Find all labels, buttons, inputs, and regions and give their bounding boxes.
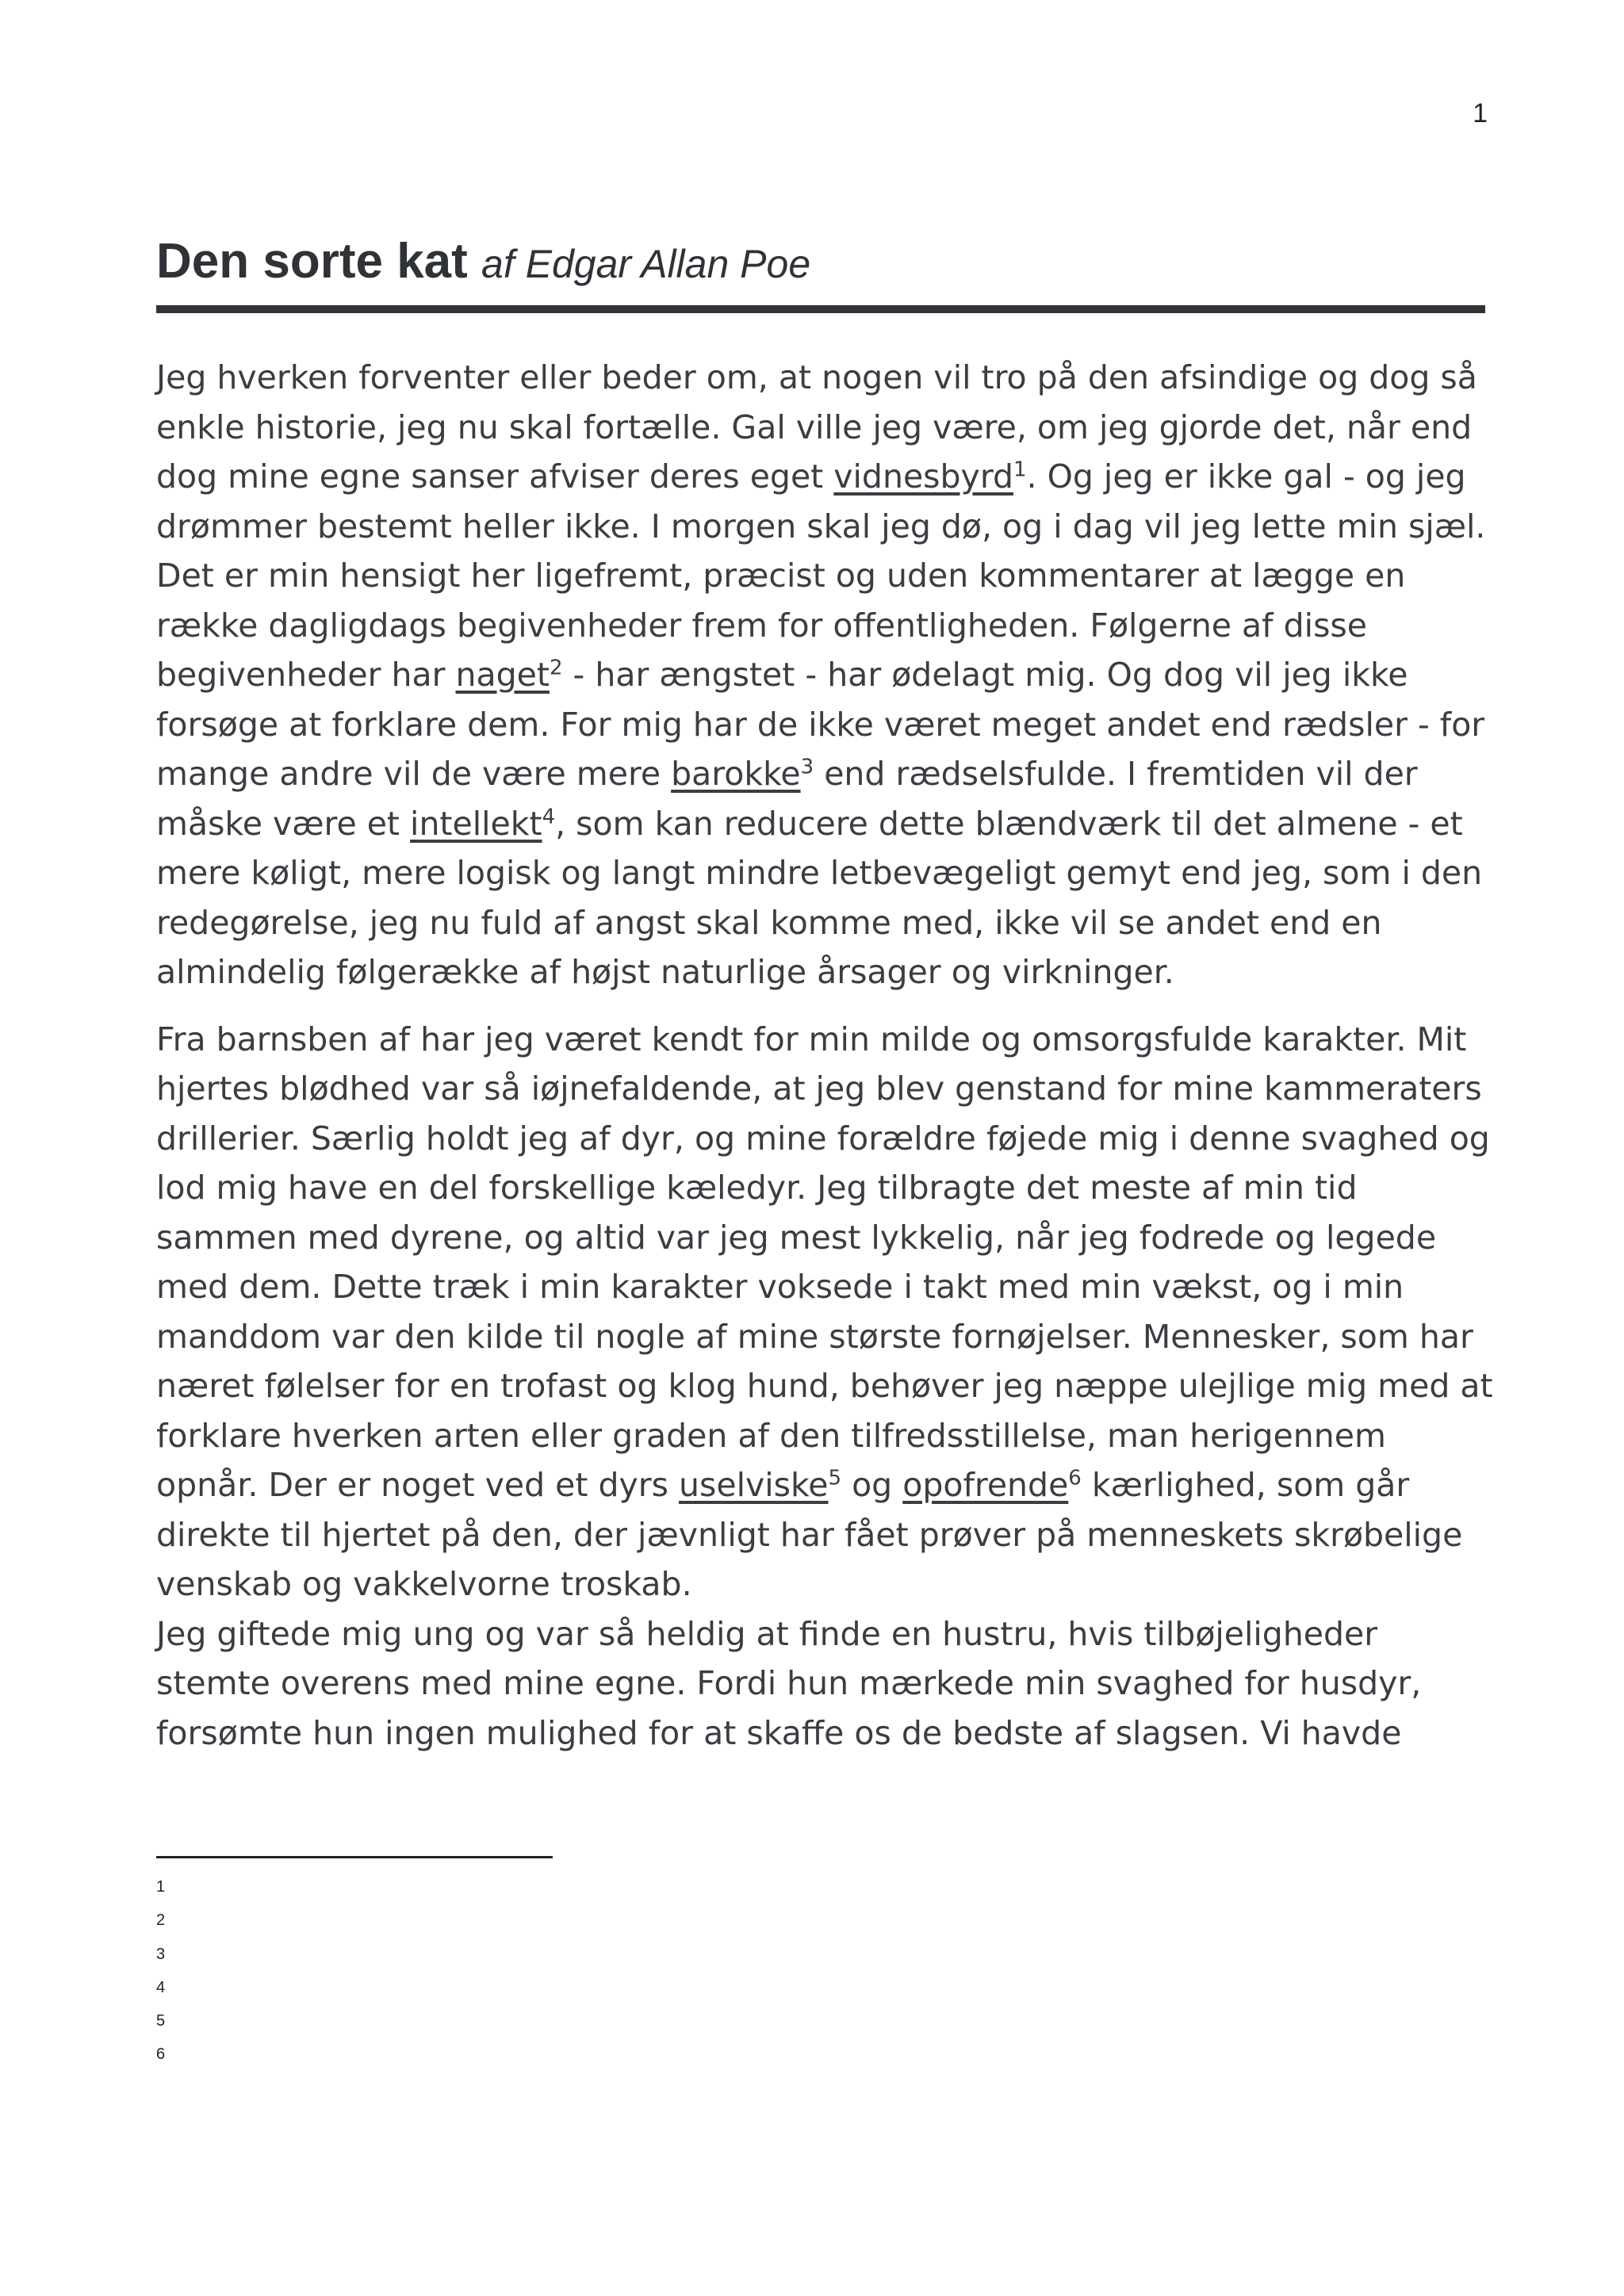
text-run: , som kan reducere dette blændværk til det almene - et mere køligt, mere logisk og langt mindre letbevægeligt gemyt end jeg, som i den redegørelse, jeg nu fuld af angst skal komme med, ikke vil se andet end en almindelig følgerække af højst naturlige årsager og virkninger. — [156, 804, 1483, 991]
paragraph-3: Jeg giftede mig ung og var så heldig at finde en hustru, hvis tilbøjeligheder stemte overens med mine egne. Fordi hun mærkede min svaghed for husdyr, forsømte hun ingen mulighed for at skaffe os de bedste af slagsen. Vi havde — [156, 1614, 1422, 1752]
footnote-item: 6 — [156, 2045, 166, 2064]
title-author: af Edgar Allan Poe — [481, 242, 811, 286]
footnote-item: 3 — [156, 1945, 166, 1963]
body-text — [156, 353, 1496, 1758]
footnote-link-intellekt[interactable]: intellekt — [410, 804, 542, 843]
footnote-link-opofrende[interactable]: opofrende — [902, 1466, 1069, 1504]
title-block — [156, 230, 1485, 296]
footnote-ref-4[interactable]: 4 — [542, 804, 556, 828]
paragraph-2 — [156, 1015, 1496, 1609]
footnote-link-uselviske[interactable]: uselviske — [679, 1466, 829, 1504]
text-run: - har ængstet - har ødelagt mig. Og dog vil jeg ikke forsøge at forklare dem. For mig har de ikke været meget andet end rædsler - for mange andre vil de være mere — [156, 656, 1485, 793]
title-main: Den sorte kat — [156, 234, 468, 289]
footnotes — [156, 1879, 632, 2080]
footnote-item: 4 — [156, 1978, 166, 1996]
footnote-link-barokke[interactable]: barokke — [671, 755, 801, 793]
footnote-ref-3[interactable]: 3 — [800, 755, 814, 779]
footnote-ref-1[interactable]: 1 — [1013, 457, 1027, 482]
text-run: kærlighed, som går direkte til hjertet på den, der jævnligt har fået prøver på menneskets skrøbelige venskab og vakkelvorne troskab. — [156, 1466, 1463, 1603]
footnote-ref-6[interactable]: 6 — [1068, 1466, 1082, 1490]
title-divider — [156, 305, 1485, 313]
footnote-ref-2[interactable]: 2 — [549, 656, 563, 680]
footnote-separator — [156, 1856, 553, 1858]
footnote-link-vidnesbyrd[interactable]: vidnesbyrd — [833, 457, 1013, 496]
text-run: . Og jeg er ikke gal - og jeg drømmer bestemt heller ikke. I morgen skal jeg dø, og i dag vil jeg lette min sjæl. Det er min hensigt her ligefremt, præcist og uden kommentarer at lægge en række dagligdags begivenheder frem for offentligheden. Følgerne af disse begivenheder har — [156, 457, 1486, 694]
paragraph-1 — [156, 353, 1496, 997]
text-run: Jeg hverken forventer eller beder om, at nogen vil tro på den afsindige og dog så enkle historie, jeg nu skal fortælle. Gal ville jeg være, om jeg gjorde det, når end dog mine egne sanser afviser deres eget — [156, 358, 1477, 496]
footnote-link-naget[interactable]: naget — [455, 656, 550, 694]
text-run: og — [841, 1466, 903, 1504]
footnote-item: 5 — [156, 2012, 166, 2030]
footnote-item: 1 — [156, 1878, 166, 1896]
page-number: 1 — [1473, 98, 1488, 128]
text-run: Fra barnsben af har jeg været kendt for min milde og omsorgsfulde karakter. Mit hjertes blødhed var så iøjnefaldende, at jeg blev genstand for mine kammeraters drillerier. Særlig holdt jeg af dyr, og mine forældre føjede mig i denne svaghed og lod mig have en del forskellige kæledyr. Jeg tilbragte det meste af min tid sammen med dyrene, og altid var jeg mest lykkelig, når jeg fodrede og legede med dem. Dette træk i min karakter voksede i takt med min vækst, og i min manddom var den kilde til nogle af mine største fornøjelser. Mennesker, som har næret følelser for en trofast og klog hund, behøver jeg næppe ulejlige mig med at forklare hverken arten eller graden af den tilfredsstillelse, man herigennem opnår. Der er noget ved et dyrs — [156, 1020, 1493, 1504]
footnote-item: 2 — [156, 1911, 166, 1930]
text-run: end rædselsfulde. I fremtiden vil der måske være et — [156, 755, 1418, 843]
footnote-ref-5[interactable]: 5 — [828, 1466, 842, 1490]
document-title — [156, 230, 1485, 296]
